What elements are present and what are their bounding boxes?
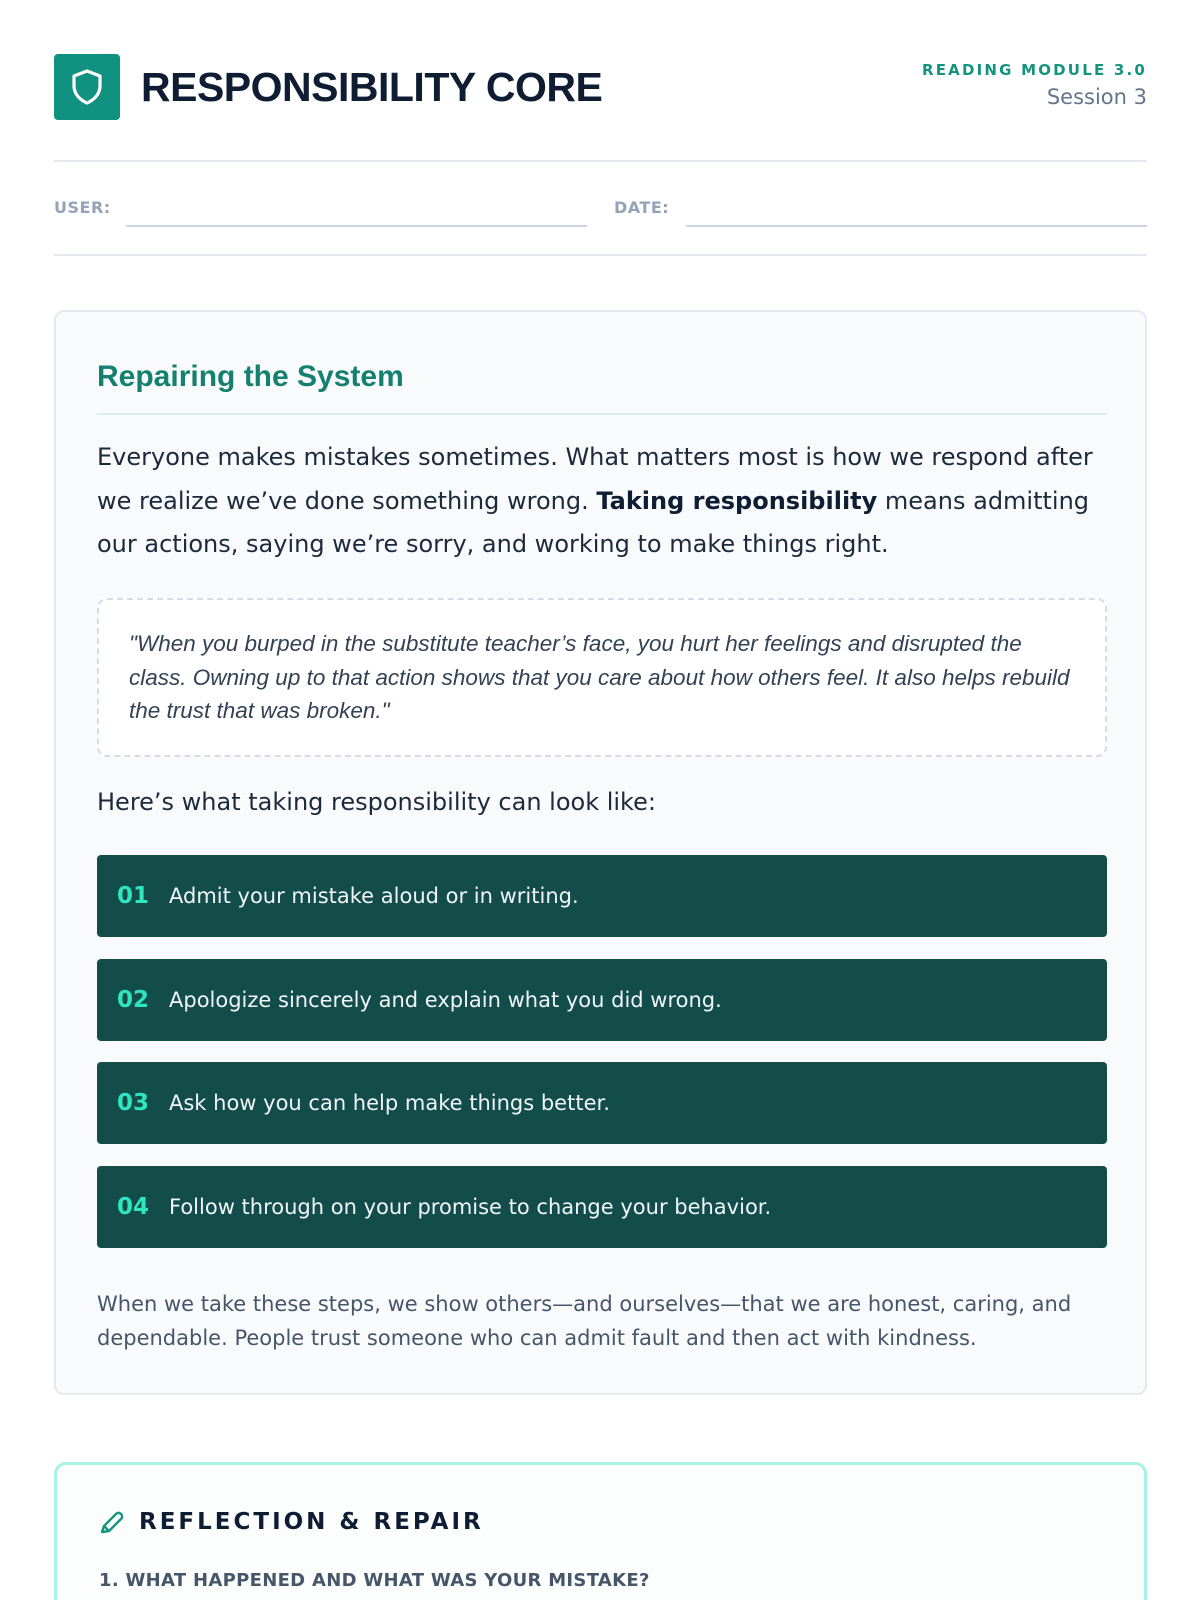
date-label: DATE: xyxy=(614,198,670,217)
date-field[interactable] xyxy=(686,225,1147,227)
logo-badge xyxy=(54,54,120,120)
quote-box xyxy=(97,598,1107,757)
pencil-icon xyxy=(97,1509,125,1537)
module-label: READING MODULE 3.0 xyxy=(921,61,1147,79)
fields-divider xyxy=(54,254,1147,256)
step-item xyxy=(97,855,1107,937)
page-title: RESPONSIBILITY CORE xyxy=(141,64,603,110)
header-divider xyxy=(54,160,1147,162)
intro-emphasis: Taking responsibility xyxy=(596,486,878,515)
step-item xyxy=(97,959,1107,1041)
step-number: 03 xyxy=(117,1090,150,1116)
quote-text: "When you burped in the substitute teacher’s face, you hurt her feelings and disrupted the class. Owning up to that action shows that you care about how others feel. It also helps rebuild the trust that was broken." xyxy=(129,631,1070,723)
reading-card xyxy=(54,310,1147,1395)
steps-lead: Here’s what taking responsibility can look like: xyxy=(97,788,656,816)
step-text: Admit your mistake aloud or in writing. xyxy=(169,884,579,908)
steps-list xyxy=(97,855,1107,1269)
step-number: 04 xyxy=(117,1193,150,1220)
section-title: Repairing the System xyxy=(97,360,404,393)
reflection-title: REFLECTION & REPAIR xyxy=(139,1509,484,1535)
intro-paragraph: Everyone makes mistakes sometimes. What matters most is how we respond after we realize we’ve done something wrong. Taking responsibility means admitting our actions, saying we’re sorry, and working to make things right. xyxy=(97,443,1093,558)
closing-paragraph: When we take these steps, we show others—and ourselves—that we are honest, caring, and dependable. People trust someone who can admit fault and then act with kindness. xyxy=(97,1292,1072,1350)
shield-icon xyxy=(70,68,104,106)
section-divider xyxy=(97,413,1107,415)
step-item xyxy=(97,1062,1107,1144)
session-label: Session 3 xyxy=(1046,85,1147,109)
reflection-card xyxy=(54,1462,1147,1600)
step-text: Follow through on your promise to change your behavior. xyxy=(169,1194,772,1219)
reflection-question: 1. WHAT HAPPENED AND WHAT WAS YOUR MISTAKE? xyxy=(99,1570,650,1591)
step-number: 02 xyxy=(117,986,150,1013)
step-text: Apologize sincerely and explain what you did wrong. xyxy=(169,987,722,1012)
step-text: Ask how you can help make things better. xyxy=(169,1091,610,1115)
user-field[interactable] xyxy=(126,225,587,227)
step-number: 01 xyxy=(117,883,150,909)
page-header xyxy=(54,54,1147,120)
step-item xyxy=(97,1166,1107,1248)
user-label: USER: xyxy=(54,198,111,217)
